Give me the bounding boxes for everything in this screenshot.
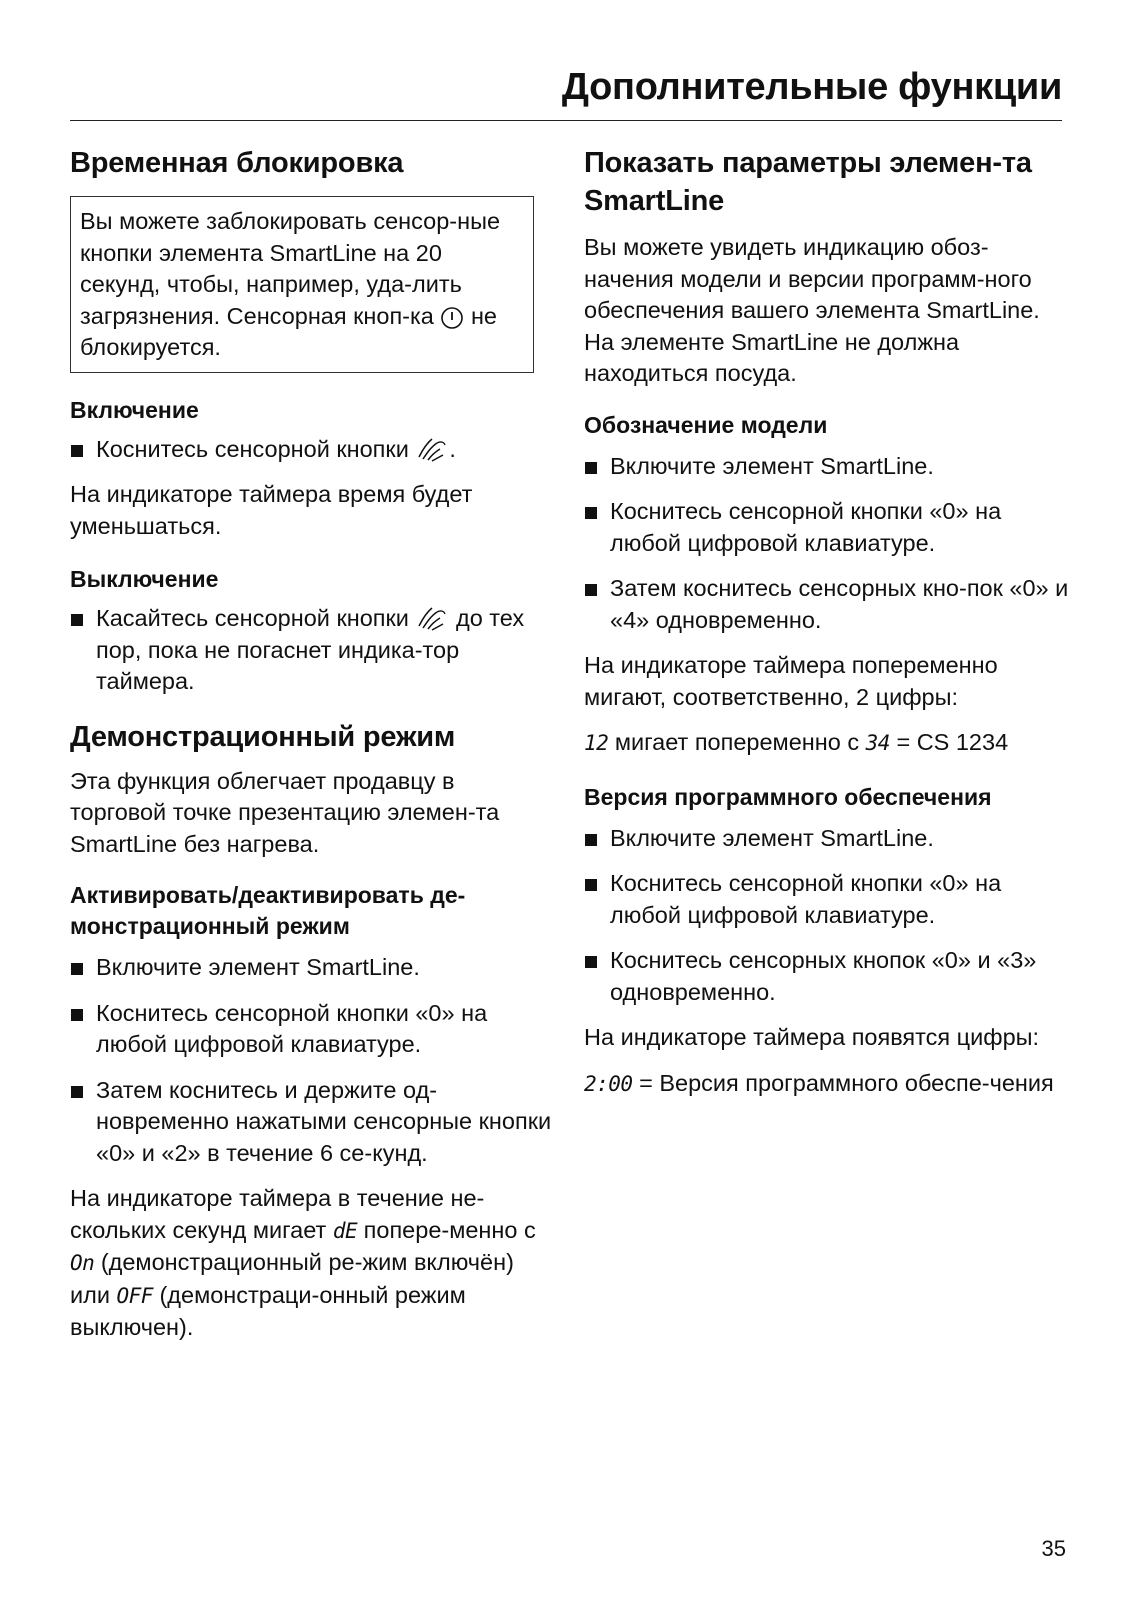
display-200: 2:00 — [584, 1071, 633, 1096]
sw-step-1: Включите элемент SmartLine. — [584, 823, 1070, 855]
demo-section-title: Демонстрационный режим — [70, 720, 456, 753]
lock-on-result: На индикаторе таймера время будет уменьшаться. — [70, 481, 473, 539]
lock-note — [80, 206, 524, 364]
display-on: On — [70, 1251, 95, 1275]
model-blink-text: мигает попеременно с — [614, 729, 860, 755]
lock-on-step-end: . — [449, 435, 456, 462]
model-step-1: Включите элемент SmartLine. — [584, 451, 1070, 483]
lock-on-step-text: Коснитесь сенсорной кнопки — [96, 435, 409, 462]
sw-result: На индикаторе таймера появятся цифры: — [584, 1024, 1040, 1050]
display-de: dE — [332, 1218, 358, 1243]
power-icon — [440, 306, 464, 330]
lock-off-title: Выключение — [70, 566, 219, 592]
params-intro: Вы можете увидеть индикацию обоз-начения модели и версии программ-ного обеспечения вашего элемента SmartLine. На элементе SmartLine не должна находиться посуда. — [584, 234, 1040, 386]
model-display — [584, 727, 1070, 760]
model-step-3: Затем коснитесь сенсорных кно-пок «0» и «4» одновременно. — [584, 573, 1070, 636]
page-title: Дополнительные функции — [561, 66, 1062, 108]
display-off: OFF — [116, 1283, 153, 1308]
demo-step-2: Коснитесь сенсорной кнопки «0» на любой цифровой клавиатуре. — [70, 998, 556, 1061]
demo-result — [70, 1183, 556, 1344]
model-title: Обозначение модели — [584, 411, 828, 438]
hand-wipe-icon — [415, 604, 449, 632]
sw-display — [584, 1068, 1070, 1101]
model-result: На индикаторе таймера попеременно мигают, соответственно, 2 цифры: — [584, 652, 998, 710]
lock-section-title: Временная блокировка — [70, 147, 404, 179]
lock-note-box — [70, 196, 534, 373]
lock-off-step-text: Касайтесь сенсорной кнопки — [96, 605, 409, 631]
sw-title: Версия программного обеспечения — [584, 783, 992, 810]
demo-result-text-2: попере-менно с — [363, 1216, 536, 1243]
lock-off-step — [70, 603, 556, 698]
hand-wipe-icon — [415, 435, 449, 463]
lock-note-end: не блокируется. — [80, 302, 498, 360]
left-column — [70, 144, 556, 1344]
lock-note-text: Вы можете заблокировать сенсор-ные кнопки элемента SmartLine на 20 секунд, чтобы, например, уда-лить загрязнения. Сенсорная кноп-ка — [80, 208, 501, 329]
params-section-title: Показать параметры элемен-та SmartLine — [584, 147, 1032, 217]
display-34: 34 — [865, 731, 890, 755]
sw-step-2: Коснитесь сенсорной кнопки «0» на любой цифровой клавиатуре. — [584, 868, 1070, 931]
right-column — [584, 144, 1070, 1100]
display-12: 12 — [584, 731, 609, 755]
sw-version-text: = Версия программного обеспе-чения — [639, 1069, 1054, 1096]
model-eq-text: = CS 1234 — [896, 729, 1009, 755]
lock-on-step — [70, 434, 556, 466]
lock-on-title: Включение — [70, 396, 199, 423]
page-header — [70, 62, 1062, 121]
sw-step-3: Коснитесь сенсорных кнопок «0» и «3» одновременно. — [584, 945, 1070, 1008]
lock-off-step-end: до тех пор, пока не погаснет индика-тор таймера. — [96, 605, 525, 694]
page-number: 35 — [1041, 1536, 1066, 1561]
demo-intro: Эта функция облегчает продавцу в торговой точке презентацию элемен-та SmartLine без нагрева. — [70, 767, 500, 857]
demo-sub-title: Активировать/деактивировать де-монстрационный режим — [70, 882, 466, 939]
demo-result-text-4: (демонстраци-онный режим выключен). — [70, 1281, 466, 1340]
demo-step-1: Включите элемент SmartLine. — [70, 952, 556, 984]
demo-result-text-1: На индикаторе таймера в течение не-скольких секунд мигает — [70, 1185, 485, 1243]
model-step-2: Коснитесь сенсорной кнопки «0» на любой цифровой клавиатуре. — [584, 496, 1070, 559]
demo-result-text-3: (демонстрационный ре-жим включён) или — [70, 1249, 514, 1308]
demo-step-3: Затем коснитесь и держите од-новременно нажатыми сенсорные кнопки «0» и «2» в течение 6 се-кунд. — [70, 1075, 556, 1170]
